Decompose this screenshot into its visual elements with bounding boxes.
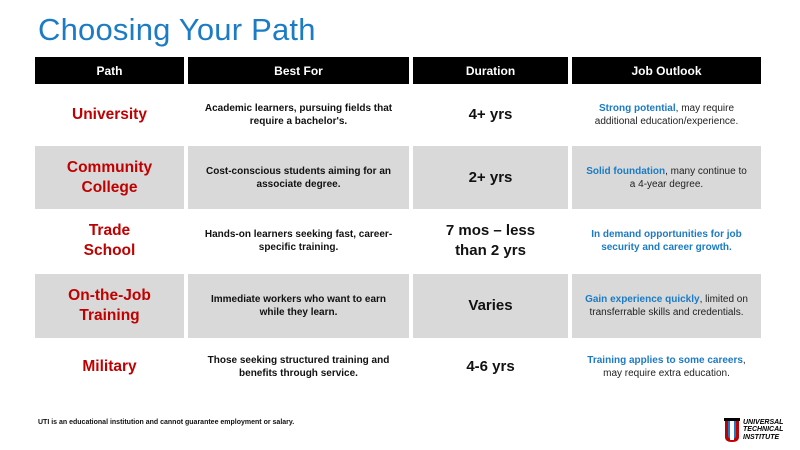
outlook-text: , may require additional education/experience. — [594, 103, 739, 127]
outlook-highlight: Strong potential — [598, 103, 676, 114]
table-row-duration: 4+ yrs — [468, 106, 513, 123]
table-row-best-for: Cost-conscious students aiming for an associate degree. — [188, 146, 409, 209]
outlook-highlight: Gain experience quickly — [585, 294, 700, 305]
table-row-best-for: Academic learners, pursuing fields that require a bachelor's. — [204, 103, 393, 127]
header-duration: Duration — [413, 57, 568, 84]
table-row-path — [35, 274, 184, 338]
table-row-best-for: Immediate workers who want to earn while they learn. — [188, 274, 409, 338]
table-row-duration: 4-6 yrs — [466, 357, 515, 375]
header-job-outlook: Job Outlook — [572, 57, 761, 84]
table-row-job-outlook — [572, 274, 761, 338]
table-row-path — [35, 146, 184, 209]
logo-line: TECHNICAL — [743, 426, 784, 434]
logo-line: INSTITUTE — [743, 433, 780, 441]
table-row-job-outlook — [572, 146, 761, 209]
path-line: Training — [79, 307, 140, 324]
path-line: Community — [66, 158, 153, 176]
header-path: Path — [35, 57, 184, 84]
path-line: University — [72, 106, 147, 123]
table-row-duration: Varies — [413, 274, 568, 338]
path-line: Military — [82, 357, 137, 375]
outlook-highlight: In demand opportunities for job security and career growth. — [591, 229, 742, 253]
header-best-for: Best For — [188, 57, 409, 84]
table-row-job-outlook — [572, 210, 761, 272]
table-row-job-outlook — [572, 339, 761, 394]
table-row-path — [35, 339, 184, 394]
path-line: College — [81, 178, 138, 196]
logo-line: UNIVERSAL — [743, 418, 784, 426]
outlook-text: , limited on transferrable skills and credentials. — [589, 294, 748, 318]
table-row-duration: 2+ yrs — [413, 146, 568, 209]
uti-logo-text — [743, 419, 783, 442]
table-row-path — [35, 210, 184, 272]
uti-logo — [724, 416, 792, 444]
outlook-highlight: Training applies to some careers — [587, 354, 743, 366]
page-title: Choosing Your Path — [38, 12, 316, 47]
table-row-best-for: Hands-on learners seeking fast, career-specific training. — [204, 229, 393, 253]
table-row-job-outlook — [572, 85, 761, 145]
disclaimer: UTI is an educational institution and cannot guarantee employment or salary. — [38, 419, 295, 426]
outlook-text: , may require extra education. — [603, 354, 746, 379]
table-row-path — [35, 85, 184, 145]
outlook-text: , many continue to a 4-year degree. — [629, 165, 747, 190]
path-line: Trade — [88, 222, 131, 239]
table-row-best-for: Those seeking structured training and benefits through service. — [207, 354, 390, 379]
path-line: School — [83, 242, 136, 259]
path-line: On-the-Job — [68, 287, 151, 304]
outlook-highlight: Solid foundation — [586, 165, 666, 177]
table-row-duration: 7 mos – less than 2 yrs — [445, 222, 536, 259]
uti-logo-mark-icon — [724, 417, 740, 443]
